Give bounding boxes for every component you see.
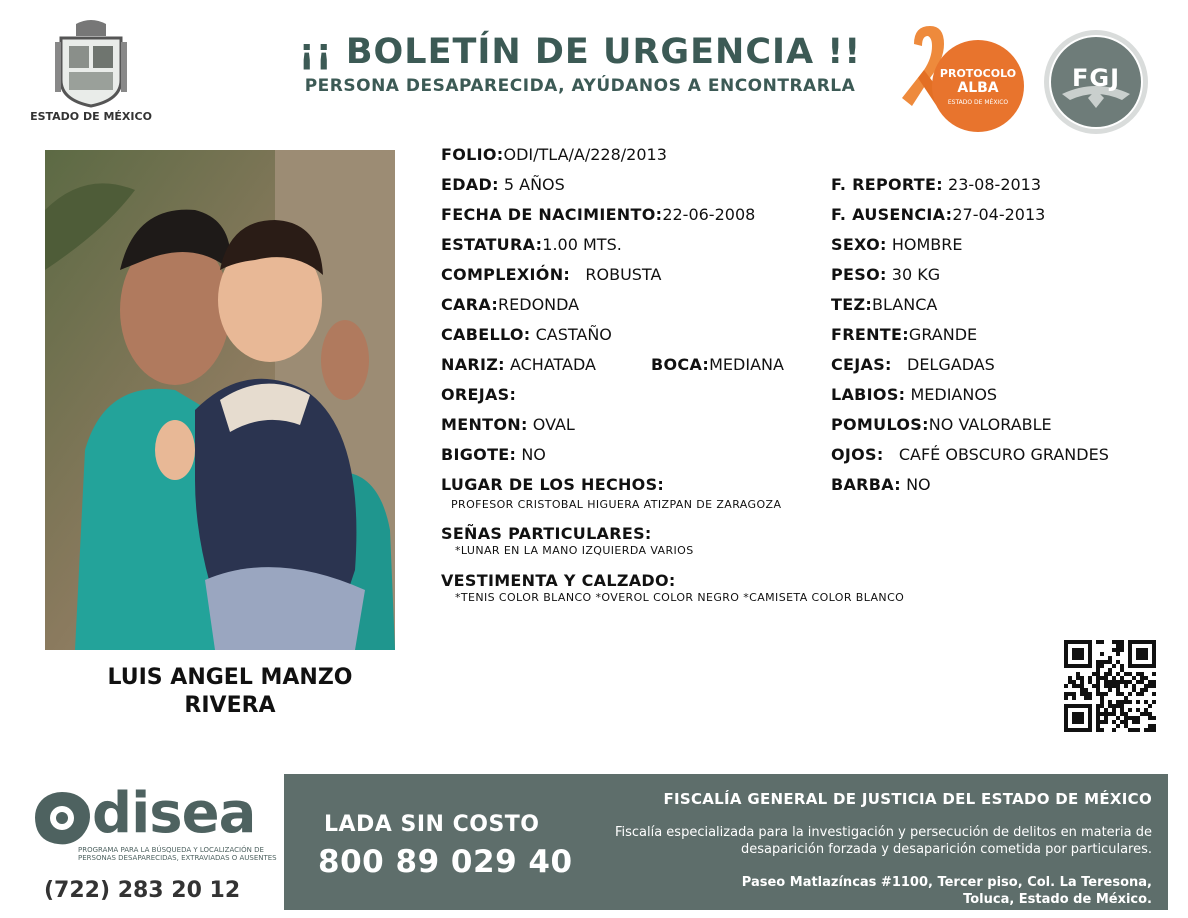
field-edad-label: EDAD: — [441, 175, 499, 194]
field-edad-value: 5 AÑOS — [503, 175, 565, 194]
field-sexo-value: HOMBRE — [891, 235, 963, 254]
fiscalia-description: Fiscalía especializada para la investigación y persecución de delitos en materia de desaparición forzada y desaparición cometida por particulares. — [614, 825, 1152, 857]
field-cejas-value: DELGADAS — [907, 355, 995, 374]
field-folio — [441, 145, 667, 165]
bulletin-title: ¡¡ BOLETÍN DE URGENCIA !! — [298, 32, 862, 72]
field-boca-label: BOCA: — [651, 355, 710, 374]
field-cejas — [831, 355, 995, 375]
odisea-map-icon — [30, 788, 94, 848]
footer-banner — [284, 774, 1168, 910]
person-name-line2: RIVERA — [184, 693, 276, 718]
field-bigote-value: NO — [521, 445, 546, 464]
field-nariz-value: ACHATADA — [509, 355, 596, 374]
field-reporte-value: 23-08-2013 — [948, 175, 1042, 194]
fiscalia-address — [592, 874, 1152, 908]
field-orejas-label: OREJAS: — [441, 385, 517, 404]
odisea-program: PROGRAMA PARA LA BÚSQUEDA Y LOCALIZACIÓN DE PERSONAS DESAPARECIDAS, EXTRAVIADAS O AUSENTES — [78, 846, 277, 862]
field-ausencia-label: F. AUSENCIA: — [831, 205, 953, 224]
coat-of-arms-icon — [51, 18, 131, 108]
alba-line3: ESTADO DE MÉXICO — [947, 99, 1009, 106]
alba-line1: PROTOCOLO — [939, 67, 1017, 80]
alba-line2: ALBA — [957, 80, 999, 96]
field-frente — [831, 325, 977, 345]
field-labios-value: MEDIANOS — [910, 385, 998, 404]
field-peso — [831, 265, 940, 285]
field-boca — [651, 355, 784, 375]
person-name — [60, 664, 400, 720]
field-senas-label: SEÑAS PARTICULARES: — [441, 524, 652, 543]
field-tez-value: BLANCA — [872, 295, 938, 314]
field-ausencia — [831, 205, 1045, 225]
lada-number[interactable]: 800 89 029 40 — [318, 844, 573, 880]
odisea-wordmark: disea — [92, 781, 256, 846]
field-vestimenta-value: *TENIS COLOR BLANCO *OVEROL COLOR NEGRO *CAMISETA COLOR BLANCO — [455, 591, 905, 604]
qr-code[interactable] — [1064, 640, 1156, 732]
odisea-phone[interactable]: (722) 283 20 12 — [44, 878, 241, 903]
field-menton — [441, 415, 575, 435]
field-sexo — [831, 235, 962, 255]
missing-person-photo — [45, 150, 395, 650]
field-menton-value: OVAL — [532, 415, 575, 434]
field-barba-value: NO — [906, 475, 931, 494]
field-lugar — [441, 475, 664, 495]
field-labios-label: LABIOS: — [831, 385, 906, 404]
person-name-line1: LUIS ANGEL MANZO — [107, 665, 353, 690]
field-orejas — [441, 385, 516, 405]
field-barba — [831, 475, 931, 495]
field-nariz — [441, 355, 596, 375]
field-lugar-label: LUGAR DE LOS HECHOS: — [441, 475, 665, 494]
field-ojos-value: CAFÉ OBSCURO GRANDES — [898, 445, 1109, 464]
field-barba-label: BARBA: — [831, 475, 901, 494]
address-line2: Toluca, Estado de México. — [963, 892, 1152, 907]
field-cabello-label: CABELLO: — [441, 325, 531, 344]
field-tez-label: TEZ: — [831, 295, 873, 314]
field-frente-value: GRANDE — [908, 325, 978, 344]
odisea-logo — [30, 782, 280, 912]
field-complexion-label: COMPLEXIÓN: — [441, 265, 571, 284]
qr-code-icon — [1064, 640, 1156, 732]
field-cejas-label: CEJAS: — [831, 355, 892, 374]
field-reporte-label: F. REPORTE: — [831, 175, 943, 194]
field-peso-value: 30 KG — [891, 265, 941, 284]
field-senas — [441, 524, 652, 544]
field-bigote-label: BIGOTE: — [441, 445, 517, 464]
fiscalia-title: FISCALÍA GENERAL DE JUSTICIA DEL ESTADO DE MÉXICO — [663, 790, 1152, 808]
field-ojos-label: OJOS: — [831, 445, 884, 464]
field-cabello — [441, 325, 612, 345]
field-boca-value: MEDIANA — [709, 355, 784, 374]
field-cara-value: REDONDA — [498, 295, 580, 314]
alba-badge — [932, 40, 1024, 132]
field-menton-label: MENTON: — [441, 415, 528, 434]
field-frente-label: FRENTE: — [831, 325, 909, 344]
field-complexion-value: ROBUSTA — [585, 265, 662, 284]
address-line1: Paseo Matlazíncas #1100, Tercer piso, Col. La Teresona, — [741, 875, 1152, 890]
field-nariz-label: NARIZ: — [441, 355, 505, 374]
field-ojos — [831, 445, 1109, 465]
lada-title: LADA SIN COSTO — [324, 812, 540, 837]
field-pomulos — [831, 415, 1052, 435]
field-peso-label: PESO: — [831, 265, 887, 284]
field-estatura — [441, 235, 622, 255]
field-estatura-value: 1.00 MTS. — [542, 235, 622, 254]
photo-illustration — [45, 150, 395, 650]
field-vestimenta — [441, 571, 676, 591]
field-senas-value: *LUNAR EN LA MANO IZQUIERDA VARIOS — [455, 544, 694, 557]
field-vestimenta-label: VESTIMENTA Y CALZADO: — [441, 571, 676, 590]
field-pomulos-value: NO VALORABLE — [928, 415, 1052, 434]
protocolo-alba-logo — [900, 22, 1030, 134]
field-bigote — [441, 445, 546, 465]
field-labios — [831, 385, 997, 405]
field-cara — [441, 295, 579, 315]
field-sexo-label: SEXO: — [831, 235, 887, 254]
field-lugar-value: PROFESOR CRISTOBAL HIGUERA ATIZPAN DE ZARAGOZA — [451, 498, 782, 511]
field-estatura-label: ESTATURA: — [441, 235, 543, 254]
field-tez — [831, 295, 937, 315]
field-nacimiento — [441, 205, 755, 225]
estado-de-mexico-logo — [28, 18, 154, 130]
field-cabello-value: CASTAÑO — [535, 325, 612, 344]
field-reporte — [831, 175, 1041, 195]
fgj-logo — [1042, 28, 1150, 136]
field-nacimiento-label: FECHA DE NACIMIENTO: — [441, 205, 663, 224]
state-label: ESTADO DE MÉXICO — [30, 110, 152, 123]
fgj-label: FGJ — [1071, 64, 1121, 92]
field-pomulos-label: POMULOS: — [831, 415, 929, 434]
field-edad — [441, 175, 565, 195]
field-folio-label: FOLIO: — [441, 145, 504, 164]
field-folio-value: ODI/TLA/A/228/2013 — [503, 145, 667, 164]
field-nacimiento-value: 22-06-2008 — [662, 205, 756, 224]
field-ausencia-value: 27-04-2013 — [952, 205, 1046, 224]
field-complexion — [441, 265, 661, 285]
field-cara-label: CARA: — [441, 295, 499, 314]
bulletin-subtitle: PERSONA DESAPARECIDA, AYÚDANOS A ENCONTRARLA — [304, 76, 856, 96]
